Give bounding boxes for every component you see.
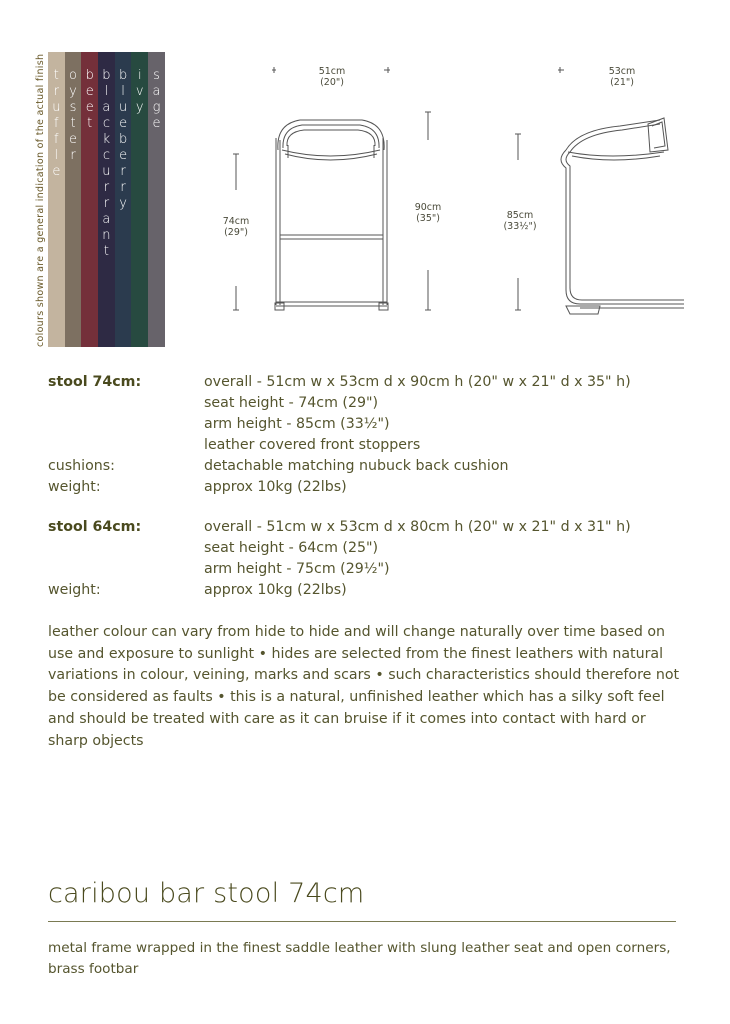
swatch-letter: u [102, 164, 111, 179]
swatch-letter: f [54, 116, 59, 131]
note-line: leather colour can vary from hide to hide and will change naturally over time based on [48, 624, 666, 640]
swatch-letter: t [103, 244, 109, 259]
swatch-letter: b [85, 68, 94, 83]
side-arm-height-label: 85cm (33½") [503, 210, 537, 232]
spec-value: detachable matching nubuck back cushion [204, 458, 509, 474]
swatch-letter: y [69, 84, 77, 99]
swatch-letter: o [69, 68, 78, 83]
note-line: sharp objects [48, 732, 144, 749]
note-line: use and exposure to sunlight • hides are selected from the finest leathers with natural [48, 645, 664, 662]
swatch-letter: t [87, 116, 93, 131]
spec-value: approx 10kg (22lbs) [204, 582, 347, 598]
spec-value: arm height - 85cm (33½") [204, 416, 390, 432]
spec-value: approx 10kg (22lbs) [204, 479, 347, 495]
swatch-letter: e [119, 116, 128, 131]
side-depth-label: 53cm (21") [608, 66, 636, 88]
note-line: variations in colour, veining, marks and scars • such characteristics should therefore not [48, 667, 680, 684]
front-width-label: 51cm (20") [318, 66, 346, 88]
swatch-letter: a [102, 100, 111, 115]
side-view-drawing [515, 67, 684, 314]
swatch-letter: e [119, 148, 128, 163]
swatch-letter: l [54, 148, 59, 163]
swatch-letter: e [152, 116, 161, 131]
spec-label: cushions: [48, 458, 115, 474]
swatch-letter: a [152, 84, 161, 99]
swatch-letter: r [103, 196, 110, 211]
product-title: caribou bar stool 74cm [48, 878, 365, 909]
swatch-note: colours shown are a general indication of the actual finish [35, 53, 46, 347]
swatch-letter: v [135, 84, 144, 99]
swatch-letter: e [69, 132, 78, 147]
spec-value: seat height - 64cm (25") [204, 540, 379, 556]
swatch-letter: r [103, 180, 110, 195]
swatch-letter: r [53, 84, 60, 99]
swatch-letter: l [104, 84, 109, 99]
swatch-letter: i [137, 68, 142, 83]
spec-value: overall - 51cm w x 53cm d x 90cm h (20" w x 21" d x 35" h) [204, 374, 631, 390]
swatch-letter: f [54, 132, 59, 147]
swatch-letter: e [85, 84, 94, 99]
swatch-letter: r [120, 180, 126, 195]
swatch-letter: c [102, 148, 110, 163]
swatch-letter: r [120, 164, 126, 179]
swatch-letter: l [121, 84, 125, 99]
note-line: be considered as faults • this is a natural, unfinished leather which has a silky soft feel [48, 689, 665, 706]
title-divider [48, 921, 676, 922]
swatch-letter: c [102, 116, 110, 131]
swatch-letter: r [70, 148, 76, 163]
swatch-letter: e [52, 164, 61, 179]
spec-value: seat height - 74cm (29") [204, 395, 379, 411]
swatch-letter: k [102, 132, 111, 147]
spec-label: stool 64cm: [48, 519, 142, 535]
note-line: and should be treated with care as it can bruise if it comes into contact with hard or [48, 710, 646, 727]
swatch-letter: u [52, 100, 61, 115]
swatch-letter: s [69, 100, 77, 115]
front-seat-height-label: 74cm (29") [222, 216, 250, 238]
description-line: brass footbar [48, 961, 139, 977]
spec-label: weight: [48, 582, 101, 598]
swatch-letter: s [153, 68, 160, 83]
stool-drawings [0, 0, 730, 360]
swatch-letter: t [53, 68, 59, 83]
swatch-letter: t [70, 116, 76, 131]
swatch-letter: g [152, 100, 161, 115]
leather-notes [48, 622, 680, 752]
front-view-drawing [233, 67, 431, 310]
swatch-letter: u [118, 100, 128, 115]
spec-label: weight: [48, 479, 101, 495]
front-overall-height-label: 90cm (35") [414, 202, 442, 224]
swatch-letter: y [119, 196, 127, 211]
spec-value: arm height - 75cm (29½") [204, 561, 390, 577]
swatch-letter: n [102, 228, 111, 243]
swatch-letter: e [85, 100, 94, 115]
swatch-letter: b [118, 68, 128, 83]
swatch-letter: y [135, 100, 144, 115]
swatch-letter: a [102, 212, 111, 227]
spec-value: leather covered front stoppers [204, 437, 421, 453]
spec-label: stool 74cm: [48, 374, 142, 390]
spec-value: overall - 51cm w x 53cm d x 80cm h (20" w x 21" d x 31" h) [204, 519, 631, 535]
product-description [48, 938, 698, 980]
description-line: metal frame wrapped in the finest saddle leather with slung leather seat and open corners, [48, 940, 671, 956]
swatch-letter: b [102, 68, 111, 83]
swatch-letter: b [118, 132, 128, 147]
